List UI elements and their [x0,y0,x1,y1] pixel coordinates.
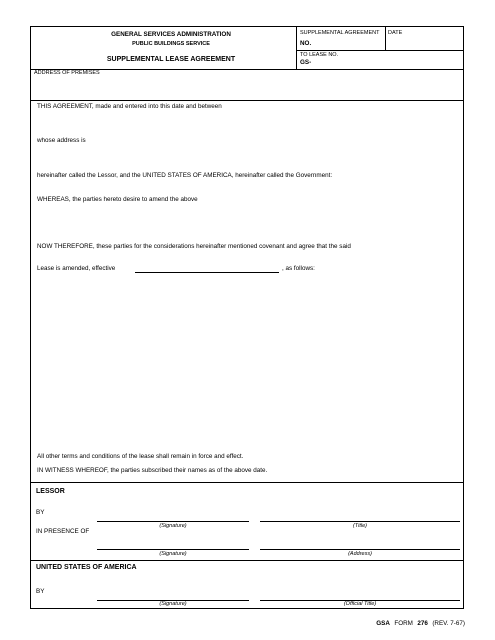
lessor-title-line[interactable] [260,521,460,522]
effective-date-field[interactable] [135,272,279,273]
footer-number: 276 [417,620,428,627]
witness-signature-caption: (Signature) [159,551,187,557]
lessor-clause: hereinafter called the Lessor, and the UNITED STATES OF AMERICA, hereinafter called the Government: [37,172,333,179]
witness-address-line[interactable] [260,549,460,550]
date-field[interactable] [387,36,463,49]
now-therefore-clause: NOW THEREFORE, these parties for the considerations hereinafter mentioned covenant and agree that the said [37,243,351,250]
agreement-intro: THIS AGREEMENT, made and entered into this date and between [37,103,222,110]
form-title: SUPPLEMENTAL LEASE AGREEMENT [106,56,236,63]
lease-form [30,26,464,609]
amended-effective-label: Lease is amended, effective [37,265,116,272]
header-divider [296,27,297,69]
lessor-heading: LESSOR [36,488,65,495]
address-bottom-line [31,100,464,101]
witness-clause: IN WITNESS WHEREOF, the parties subscribed their names as of the above date. [37,467,268,474]
in-presence-of-label: IN PRESENCE OF [36,528,90,535]
witness-signature-line[interactable] [97,549,249,550]
lessor-signature-line[interactable] [97,521,249,522]
address-field[interactable] [33,78,461,98]
agency-name: GENERAL SERVICES ADMINISTRATION [111,31,231,38]
government-heading: UNITED STATES OF AMERICA [36,564,137,571]
whereas-clause: WHEREAS, the parties hereto desire to amend the above [37,196,198,203]
footer-form: FORM [394,620,413,627]
government-title-caption: (Official Title) [343,601,377,607]
to-lease-label: TO LEASE NO. [300,52,339,58]
lessor-by-label: BY [36,509,45,516]
footer-gsa: GSA [376,620,390,627]
address-clause: whose address is [37,137,86,144]
amendment-text-area[interactable] [37,279,457,449]
government-section-line [31,560,464,561]
lessor-signature-caption: (Signature) [159,523,187,529]
address-label: ADDRESS OF PREMISES [34,70,100,76]
lessor-title-caption: (Title) [352,523,367,529]
supp-agreement-label: SUPPLEMENTAL AGREEMENT [300,30,380,36]
header-row-divider [296,50,464,51]
government-by-label: BY [36,588,45,595]
witness-address-caption: (Address) [348,551,372,557]
service-name: PUBLIC BUILDINGS SERVICE [132,41,210,47]
as-follows-label: , as follows: [282,265,315,272]
to-lease-number[interactable]: GS- [300,59,312,66]
form-number-footer [376,612,465,630]
remain-in-force-clause: All other terms and conditions of the lease shall remain in force and effect. [37,453,244,460]
supp-agreement-number[interactable]: NO. [300,40,312,47]
footer-revision: (REV. 7-67) [432,620,465,627]
date-divider [385,27,386,50]
government-signature-caption: (Signature) [159,601,187,607]
date-label: DATE [388,30,403,36]
lessor-section-line [31,482,464,483]
